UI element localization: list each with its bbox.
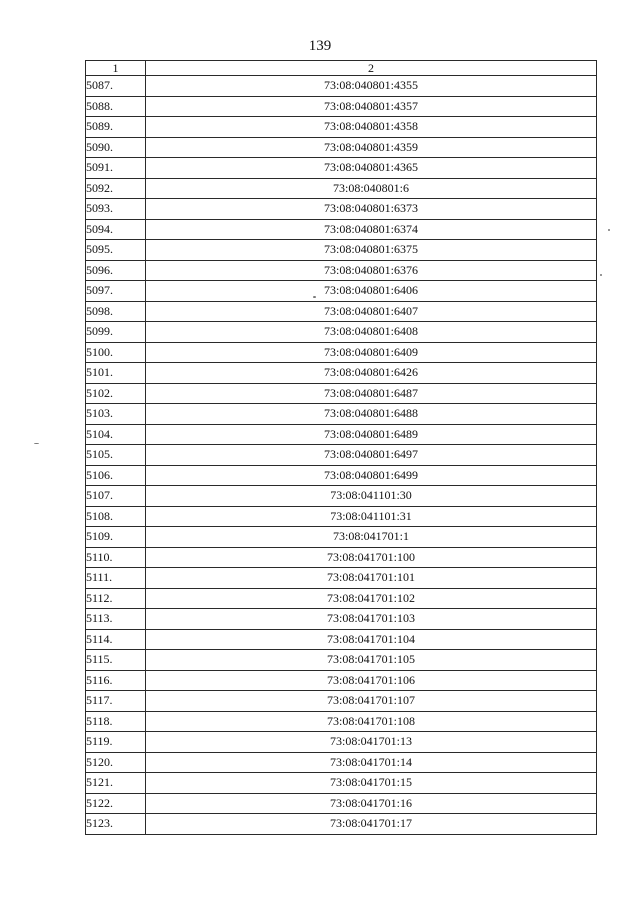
row-number-cell: 5089. (86, 117, 146, 138)
row-number-cell: 5097. (86, 281, 146, 302)
cadastral-number-cell: 73:08:041701:14 (146, 752, 597, 773)
row-number-cell: 5108. (86, 506, 146, 527)
table-row (86, 711, 597, 732)
row-number-cell: 5119. (86, 732, 146, 753)
table-row (86, 383, 597, 404)
row-number-cell: 5091. (86, 158, 146, 179)
table-row (86, 547, 597, 568)
table-row (86, 137, 597, 158)
table-row (86, 342, 597, 363)
row-number-cell: 5120. (86, 752, 146, 773)
table-row (86, 650, 597, 671)
table-row (86, 773, 597, 794)
row-number-cell: 5111. (86, 568, 146, 589)
cadastral-number-cell: 73:08:040801:6 (146, 178, 597, 199)
table-row (86, 322, 597, 343)
cadastral-number-cell: 73:08:041701:102 (146, 588, 597, 609)
table-row (86, 445, 597, 466)
scan-speck (600, 274, 602, 276)
table-row (86, 752, 597, 773)
table-row (86, 404, 597, 425)
row-number-cell: 5117. (86, 691, 146, 712)
table-row (86, 76, 597, 97)
row-number-cell: 5092. (86, 178, 146, 199)
table-row (86, 588, 597, 609)
table-row (86, 506, 597, 527)
row-number-cell: 5115. (86, 650, 146, 671)
table-row (86, 219, 597, 240)
cadastral-number-cell: 73:08:041701:17 (146, 814, 597, 835)
row-number-cell: 5099. (86, 322, 146, 343)
table-row (86, 527, 597, 548)
cadastral-number-cell: 73:08:041701:100 (146, 547, 597, 568)
row-number-cell: 5102. (86, 383, 146, 404)
table-row (86, 609, 597, 630)
cadastral-number-cell: 73:08:040801:6373 (146, 199, 597, 220)
cadastral-number-cell: 73:08:040801:6406 (146, 281, 597, 302)
table-row (86, 363, 597, 384)
cadastral-number-cell: 73:08:040801:6376 (146, 260, 597, 281)
row-number-cell: 5118. (86, 711, 146, 732)
table-row (86, 199, 597, 220)
cadastral-number-cell: 73:08:041701:106 (146, 670, 597, 691)
column-header-1: 1 (86, 61, 146, 76)
row-number-cell: 5112. (86, 588, 146, 609)
cadastral-number-cell: 73:08:040801:6488 (146, 404, 597, 425)
row-number-cell: 5123. (86, 814, 146, 835)
table-row (86, 691, 597, 712)
table-row (86, 465, 597, 486)
cadastral-number-cell: 73:08:040801:4357 (146, 96, 597, 117)
cadastral-number-cell: 73:08:040801:6489 (146, 424, 597, 445)
row-number-cell: 5090. (86, 137, 146, 158)
row-number-cell: 5087. (86, 76, 146, 97)
row-number-cell: 5105. (86, 445, 146, 466)
page-number: 139 (308, 38, 332, 54)
cadastral-number-cell: 73:08:040801:4365 (146, 158, 597, 179)
cadastral-number-cell: 73:08:040801:6408 (146, 322, 597, 343)
table-row (86, 260, 597, 281)
row-number-cell: 5107. (86, 486, 146, 507)
table-row (86, 629, 597, 650)
cadastral-number-cell: 73:08:040801:6374 (146, 219, 597, 240)
row-number-cell: 5122. (86, 793, 146, 814)
row-number-cell: 5114. (86, 629, 146, 650)
table-row (86, 424, 597, 445)
cadastral-number-cell: 73:08:040801:4359 (146, 137, 597, 158)
row-number-cell: 5121. (86, 773, 146, 794)
row-number-cell: 5104. (86, 424, 146, 445)
row-number-cell: 5095. (86, 240, 146, 261)
row-number-cell: 5110. (86, 547, 146, 568)
row-number-cell: 5101. (86, 363, 146, 384)
table-row (86, 670, 597, 691)
table-row (86, 732, 597, 753)
row-number-cell: 5103. (86, 404, 146, 425)
cadastral-number-cell: 73:08:041701:104 (146, 629, 597, 650)
cadastral-number-cell: 73:08:040801:6409 (146, 342, 597, 363)
row-number-cell: 5093. (86, 199, 146, 220)
scan-speck (34, 443, 39, 444)
cadastral-number-cell: 73:08:041701:101 (146, 568, 597, 589)
row-number-cell: 5106. (86, 465, 146, 486)
cadastral-number-cell: 73:08:041701:16 (146, 793, 597, 814)
cadastral-number-cell: 73:08:040801:6499 (146, 465, 597, 486)
table-row (86, 301, 597, 322)
table-row (86, 486, 597, 507)
cadastral-number-cell: 73:08:041701:13 (146, 732, 597, 753)
row-number-cell: 5113. (86, 609, 146, 630)
cadastral-number-cell: 73:08:040801:6407 (146, 301, 597, 322)
column-header-2: 2 (146, 61, 597, 76)
cadastral-number-cell: 73:08:041701:15 (146, 773, 597, 794)
cadastral-number-cell: 73:08:041701:105 (146, 650, 597, 671)
cadastral-number-cell: 73:08:041701:1 (146, 527, 597, 548)
cadastral-number-cell: 73:08:040801:6487 (146, 383, 597, 404)
cadastral-number-cell: 73:08:041701:103 (146, 609, 597, 630)
table-row (86, 281, 597, 302)
cadastral-number-cell: 73:08:041701:107 (146, 691, 597, 712)
scan-speck (608, 229, 610, 231)
table-row (86, 240, 597, 261)
cadastral-number-cell: 73:08:041101:30 (146, 486, 597, 507)
cadastral-number-cell: 73:08:041101:31 (146, 506, 597, 527)
table-row (86, 178, 597, 199)
cadastral-number-cell: 73:08:041701:108 (146, 711, 597, 732)
row-number-cell: 5096. (86, 260, 146, 281)
cadastral-number-cell: 73:08:040801:6426 (146, 363, 597, 384)
cadastral-number-cell: 73:08:040801:4358 (146, 117, 597, 138)
table-row (86, 158, 597, 179)
row-number-cell: 5100. (86, 342, 146, 363)
table-row (86, 793, 597, 814)
table-row (86, 96, 597, 117)
table-row (86, 814, 597, 835)
table-row (86, 568, 597, 589)
cadastral-number-cell: 73:08:040801:6497 (146, 445, 597, 466)
table-header-row (86, 61, 597, 76)
cadastral-number-cell: 73:08:040801:6375 (146, 240, 597, 261)
cadastral-table (85, 60, 597, 835)
row-number-cell: 5088. (86, 96, 146, 117)
row-number-cell: 5094. (86, 219, 146, 240)
row-number-cell: 5116. (86, 670, 146, 691)
scan-speck (313, 296, 316, 298)
cadastral-number-cell: 73:08:040801:4355 (146, 76, 597, 97)
table-row (86, 117, 597, 138)
row-number-cell: 5098. (86, 301, 146, 322)
row-number-cell: 5109. (86, 527, 146, 548)
